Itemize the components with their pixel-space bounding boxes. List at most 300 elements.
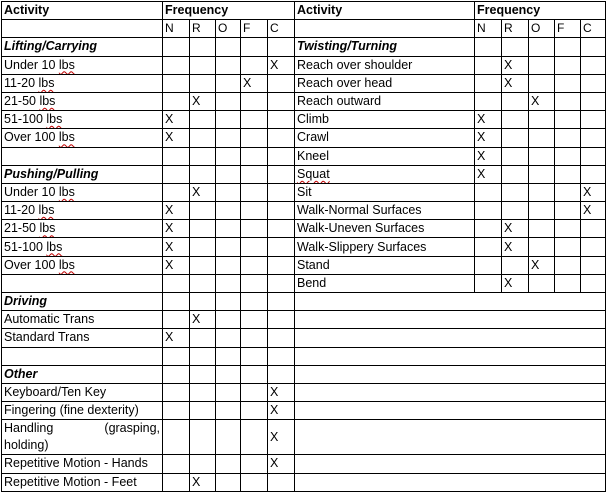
code-c-right: C [581,20,606,38]
activity-label: Repetitive Motion - Feet [4,474,137,489]
freq-cell-right-r [502,274,529,292]
activity-row [295,256,475,274]
freq-cell-right-f [555,165,581,183]
blank-row-cell [2,274,163,292]
activity-label: 51-100 [4,239,47,254]
freq-cell-left-r [190,56,216,74]
freq-cell-left-c [268,183,295,201]
freq-cell-left-f [241,202,268,220]
freq-cell-right-n [475,38,502,56]
x-mark: X [504,57,513,72]
freq-cell-left-f [241,183,268,201]
freq-cell-right-r [502,129,529,147]
activity-label: Handling [4,421,54,436]
freq-cell-left-f [241,347,268,365]
freq-cell-left-r [190,74,216,92]
freq-cell-right-o [529,256,555,274]
freq-cell-left-c [268,147,295,165]
freq-cell-right-c [581,274,606,292]
unit-label: lbs [38,203,55,218]
freq-cell-right-n [475,238,502,256]
freq-cell-left-n [163,92,190,110]
table-row [2,293,606,311]
freq-cell-left-f [241,220,268,238]
activity-row [295,74,475,92]
freq-cell-right-o [529,129,555,147]
freq-cell-left-r [190,347,216,365]
freq-cell-right-c [581,56,606,74]
x-mark: X [165,112,174,127]
freq-cell-left-c [268,311,295,329]
activity-label: holding) [4,438,49,453]
table-row [2,365,606,383]
code-o: O [216,20,241,38]
freq-cell-right-c [581,38,606,56]
x-mark: X [477,166,486,181]
activity-label: (grasping, [104,421,160,436]
freq-cell-right-r [502,111,529,129]
activity-label: Under 10 [4,184,59,199]
freq-cell-left-r [190,183,216,201]
x-mark: X [165,330,174,345]
blank-cell-right [295,20,475,38]
lifting-row [2,74,163,92]
x-mark: X [270,403,279,418]
table-row [2,311,606,329]
unit-label: lbs [58,57,75,72]
freq-cell-left-f [241,256,268,274]
freq-cell-left-f [241,402,268,420]
activity-row [295,111,475,129]
other-row [2,455,163,473]
code-n-right: N [475,20,502,38]
freq-cell-left-c [268,56,295,74]
table-row [2,420,606,455]
freq-cell-right-f [555,238,581,256]
freq-cell-left-r [190,129,216,147]
activity-label: Reach outward [297,94,382,109]
freq-cell-right-f [555,74,581,92]
table-row [2,38,606,56]
unit-label: lbs [46,112,63,127]
freq-cell-left-r [190,202,216,220]
freq-cell-right-o [529,74,555,92]
freq-cell-right-o [529,38,555,56]
freq-cell-left-f [241,383,268,401]
pushing-row [2,256,163,274]
freq-cell-right-c [581,183,606,201]
freq-cell-right-r [502,220,529,238]
freq-cell-left-n [163,311,190,329]
freq-cell-left-n [163,274,190,292]
freq-cell-left-c [268,220,295,238]
freq-cell-left-n [163,202,190,220]
freq-cell-left-f [241,365,268,383]
freq-cell-left-n [163,455,190,473]
freq-cell-left-c [268,455,295,473]
table-row [2,147,606,165]
x-mark: X [165,130,174,145]
activity-row [295,220,475,238]
freq-cell-left-o [216,38,241,56]
freq-cell-left-c [268,256,295,274]
freq-cell-left-n [163,38,190,56]
freq-cell-right-f [555,274,581,292]
table-row [2,238,606,256]
table-row [2,74,606,92]
freq-cell-left-o [216,165,241,183]
unit-label: lbs [58,130,75,145]
freq-cell-left-c [268,92,295,110]
code-n: N [163,20,190,38]
freq-cell-right-c [581,165,606,183]
freq-cell-right-f [555,202,581,220]
freq-cell-left-c [268,111,295,129]
freq-cell-left-f [241,420,268,455]
freq-cell-left-c [268,473,295,491]
freq-cell-left-n [163,473,190,491]
freq-cell-left-n [163,402,190,420]
activity-label: 51-100 [4,112,47,127]
section-lifting-carrying: Lifting/Carrying [2,38,163,56]
unit-label: lbs [38,75,55,90]
code-f-right: F [555,20,581,38]
freq-cell-left-o [216,74,241,92]
activity-label: Sit [297,184,312,199]
x-mark: X [165,203,174,218]
activity-label: Repetitive Motion - Hands [4,456,148,471]
x-mark: X [270,57,279,72]
freq-cell-left-c [268,420,295,455]
freq-cell-left-f [241,56,268,74]
freq-cell-left-o [216,293,241,311]
activity-label: Climb [297,112,329,127]
freq-cell-left-r [190,92,216,110]
freq-cell-left-n [163,183,190,201]
freq-cell-left-f [241,92,268,110]
freq-cell-right-c [581,202,606,220]
code-f: F [241,20,268,38]
table-row [2,92,606,110]
freq-cell-right-f [555,129,581,147]
pushing-row [2,238,163,256]
freq-cell-left-c [268,329,295,347]
freq-cell-left-c [268,274,295,292]
code-r: R [190,20,216,38]
other-row [2,402,163,420]
unit-label: lbs [39,94,56,109]
freq-cell-left-c [268,402,295,420]
freq-cell-left-r [190,383,216,401]
x-mark: X [504,221,513,236]
activity-label: 21-50 [4,221,40,236]
freq-cell-right-f [555,256,581,274]
freq-cell-right-r [502,92,529,110]
unit-label: lbs [46,239,63,254]
unit-label: lbs [58,184,75,199]
freq-cell-right-r [502,256,529,274]
freq-cell-left-c [268,347,295,365]
freq-cell-left-n [163,56,190,74]
x-mark: X [165,257,174,272]
empty-right-cell [295,402,606,420]
freq-cell-left-r [190,274,216,292]
freq-cell-left-r [190,402,216,420]
freq-cell-left-f [241,38,268,56]
freq-cell-right-f [555,92,581,110]
freq-cell-left-c [268,293,295,311]
activity-label: Over 100 [4,257,59,272]
freq-cell-left-f [241,473,268,491]
activity-header: Activity [2,2,163,20]
empty-right-cell [295,365,606,383]
activity-row [295,92,475,110]
freq-cell-right-n [475,274,502,292]
x-mark: X [504,275,513,290]
activity-label: 21-50 [4,94,40,109]
activity-label: Walk-Slippery Surfaces [297,239,427,254]
activity-row [295,147,475,165]
freq-cell-right-r [502,38,529,56]
lifting-row [2,56,163,74]
driving-row [2,329,163,347]
table-row [2,347,606,365]
table-row [2,111,606,129]
empty-right-cell [295,329,606,347]
pushing-row [2,183,163,201]
table-row [2,402,606,420]
freq-cell-left-o [216,92,241,110]
freq-cell-left-r [190,329,216,347]
freq-cell-left-r [190,256,216,274]
freq-cell-left-o [216,147,241,165]
freq-cell-left-n [163,365,190,383]
frequency-header-right: Frequency [475,2,606,20]
freq-cell-left-c [268,202,295,220]
x-mark: X [477,148,486,163]
freq-cell-right-n [475,111,502,129]
freq-cell-left-n [163,74,190,92]
x-mark: X [477,130,486,145]
handling-line [4,420,160,437]
freq-cell-left-r [190,111,216,129]
freq-cell-left-r [190,38,216,56]
freq-cell-left-o [216,220,241,238]
freq-cell-left-n [163,220,190,238]
activity-row [295,202,475,220]
frequency-header: Frequency [163,2,295,20]
freq-cell-right-c [581,220,606,238]
x-mark: X [165,239,174,254]
section-other: Other [2,365,163,383]
freq-cell-left-n [163,147,190,165]
code-o-right: O [529,20,555,38]
freq-cell-right-n [475,92,502,110]
x-mark: X [165,221,174,236]
table-row [2,383,606,401]
activity-label: Bend [297,275,327,290]
activity-label: 11-20 [4,203,39,218]
freq-cell-left-c [268,38,295,56]
x-mark: X [270,385,279,400]
freq-cell-left-r [190,220,216,238]
x-mark: X [192,94,201,109]
freq-cell-right-r [502,238,529,256]
freq-cell-left-o [216,365,241,383]
freq-cell-right-n [475,56,502,74]
section-driving: Driving [2,293,163,311]
table-row [2,220,606,238]
freq-cell-right-r [502,56,529,74]
x-mark: X [270,456,279,471]
freq-cell-left-f [241,147,268,165]
activity-row [295,165,475,183]
freq-cell-left-f [241,274,268,292]
freq-cell-right-c [581,129,606,147]
table-body [2,2,606,492]
table-row [2,455,606,473]
table-row [2,56,606,74]
blank-row-cell [2,147,163,165]
x-mark: X [477,112,486,127]
freq-cell-left-f [241,329,268,347]
pushing-row [2,220,163,238]
freq-cell-right-c [581,147,606,165]
code-row [2,20,606,38]
driving-row [2,311,163,329]
freq-cell-left-n [163,129,190,147]
activity-label: Walk-Uneven Surfaces [297,221,425,236]
freq-cell-right-n [475,220,502,238]
activity-label: Automatic Trans [4,312,95,327]
freq-cell-right-n [475,129,502,147]
freq-cell-left-f [241,111,268,129]
freq-cell-left-n [163,420,190,455]
freq-cell-left-r [190,238,216,256]
freq-cell-left-f [241,165,268,183]
freq-cell-left-n [163,238,190,256]
x-mark: X [504,239,513,254]
physical-demands-table [1,1,606,492]
freq-cell-left-c [268,129,295,147]
freq-cell-left-r [190,293,216,311]
freq-cell-left-n [163,111,190,129]
blank-cell [2,20,163,38]
freq-cell-right-f [555,38,581,56]
freq-cell-left-o [216,274,241,292]
freq-cell-right-f [555,183,581,201]
lifting-row [2,92,163,110]
activity-label: Over 100 [4,130,59,145]
freq-cell-right-c [581,111,606,129]
freq-cell-left-n [163,256,190,274]
freq-cell-right-c [581,238,606,256]
freq-cell-left-o [216,256,241,274]
freq-cell-left-c [268,165,295,183]
freq-cell-left-o [216,329,241,347]
lifting-row [2,129,163,147]
freq-cell-left-o [216,420,241,455]
code-c: C [268,20,295,38]
table-row [2,165,606,183]
empty-right-cell [295,383,606,401]
freq-cell-right-o [529,56,555,74]
table-row [2,256,606,274]
freq-cell-left-c [268,365,295,383]
freq-cell-right-o [529,147,555,165]
activity-label: Squat [297,166,330,181]
code-r-right: R [502,20,529,38]
freq-cell-left-o [216,111,241,129]
x-mark: X [583,203,592,218]
activity-label: Under 10 [4,57,59,72]
freq-cell-right-n [475,256,502,274]
freq-cell-left-r [190,165,216,183]
x-mark: X [192,184,201,199]
freq-cell-left-r [190,311,216,329]
freq-cell-right-r [502,74,529,92]
activity-label: Reach over shoulder [297,57,413,72]
table-row [2,274,606,292]
freq-cell-left-n [163,329,190,347]
pushing-row [2,202,163,220]
x-mark: X [583,184,592,199]
empty-right-cell [295,347,606,365]
freq-cell-right-f [555,111,581,129]
table-row [2,183,606,201]
table-row [2,473,606,491]
freq-cell-right-n [475,202,502,220]
activity-row [295,56,475,74]
freq-cell-left-f [241,238,268,256]
freq-cell-left-o [216,402,241,420]
freq-cell-left-o [216,56,241,74]
freq-cell-left-r [190,473,216,491]
freq-cell-right-o [529,183,555,201]
activity-label: Stand [297,257,330,272]
blank-row-cell [2,347,163,365]
freq-cell-right-n [475,147,502,165]
freq-cell-right-r [502,147,529,165]
activity-row [295,274,475,292]
freq-cell-left-c [268,74,295,92]
freq-cell-left-o [216,473,241,491]
table-row [2,202,606,220]
freq-cell-left-o [216,347,241,365]
header-row [2,2,606,20]
freq-cell-right-n [475,74,502,92]
freq-cell-left-o [216,238,241,256]
freq-cell-left-f [241,455,268,473]
freq-cell-right-o [529,111,555,129]
freq-cell-left-n [163,347,190,365]
empty-right-cell [295,420,606,455]
freq-cell-right-f [555,56,581,74]
freq-cell-right-f [555,147,581,165]
empty-right-cell [295,293,606,311]
freq-cell-left-n [163,383,190,401]
other-row [2,420,163,455]
freq-cell-right-o [529,220,555,238]
table-row [2,129,606,147]
freq-cell-left-o [216,311,241,329]
freq-cell-right-o [529,165,555,183]
activity-label: Standard Trans [4,330,90,345]
other-row [2,383,163,401]
freq-cell-left-f [241,293,268,311]
freq-cell-left-r [190,365,216,383]
freq-cell-left-n [163,293,190,311]
